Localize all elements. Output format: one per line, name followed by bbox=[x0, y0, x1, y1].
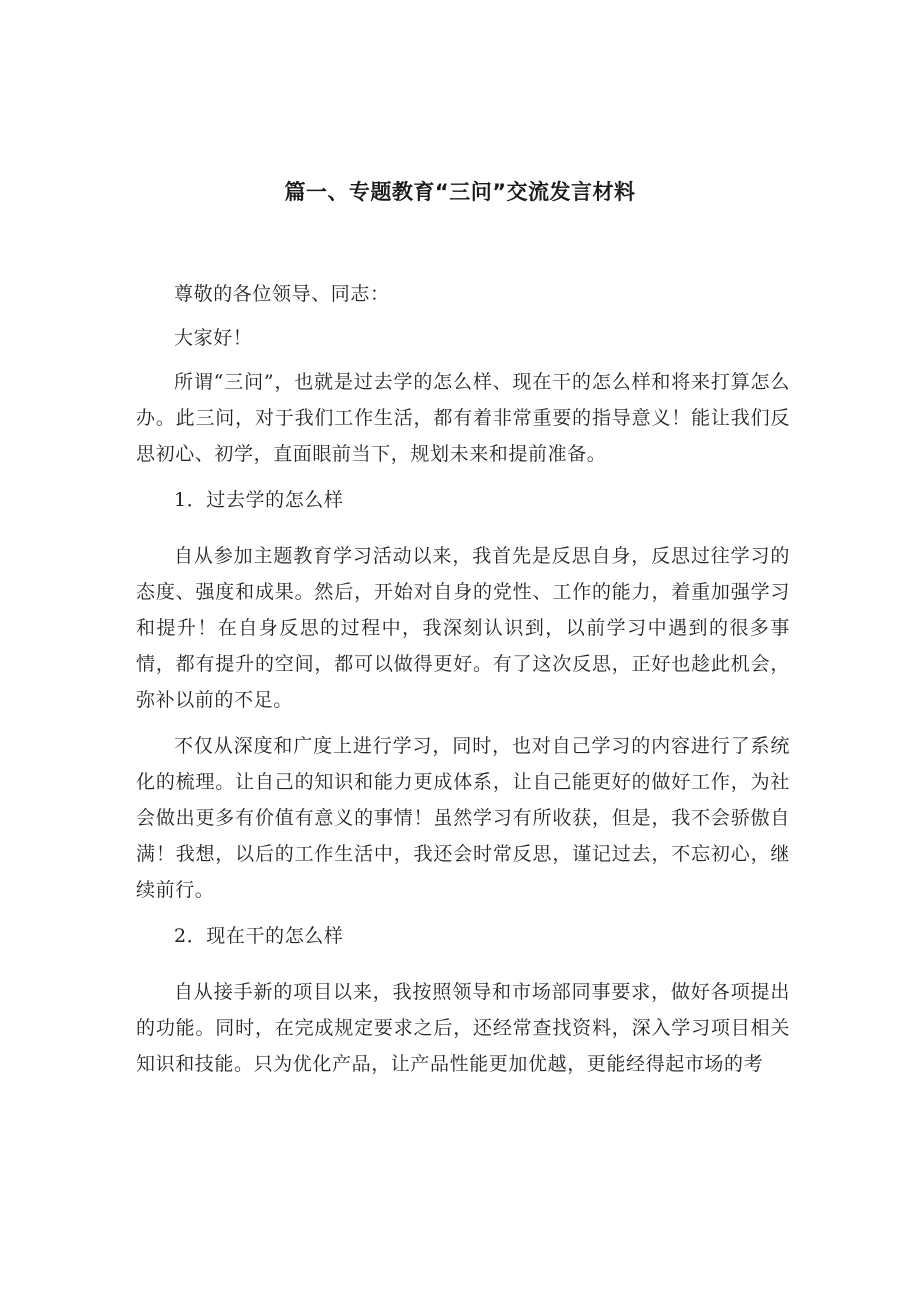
section-heading-2: 2．现在干的怎么样 bbox=[174, 925, 344, 947]
paragraph-3: 自从接手新的项目以来，我按照领导和市场部同事要求，做好各项提出的功能。同时，在完成规定要求之后，还经常查找资料，深入学习项目相关知识和技能。只为优化产品，让产品性能更加优越，更能经得起市场的考 bbox=[136, 981, 790, 1075]
paragraph-2: 不仅从深度和广度上进行学习，同时，也对自己学习的内容进行了系统化的梳理。让自己的知识和能力更成体系，让自己能更好的做好工作，为社会做出更多有价值有意义的事情！虽然学习有所收获，但是，我不会骄傲自满！我想，以后的工作生活中，我还会时常反思，谨记过去，不忘初心，继续前行。 bbox=[136, 735, 790, 901]
document-title: 篇一、专题教育“三问”交流发言材料 bbox=[284, 180, 636, 204]
greeting: 大家好！ bbox=[174, 327, 253, 349]
section-heading-1: 1．过去学的怎么样 bbox=[174, 489, 344, 511]
intro-paragraph: 所谓“三问”，也就是过去学的怎么样、现在干的怎么样和将来打算怎么办。此三问，对于我们工作生活，都有着非常重要的指导意义！能让我们反思初心、初学，直面眼前当下，规划未来和提前准备。 bbox=[136, 371, 790, 465]
paragraph-1: 自从参加主题教育学习活动以来，我首先是反思自身，反思过往学习的态度、强度和成果。然后，开始对自身的党性、工作的能力，着重加强学习和提升！在自身反思的过程中，我深刻认识到，以前学习中遇到的很多事情，都有提升的空间，都可以做得更好。有了这次反思，正好也趁此机会，弥补以前的不足。 bbox=[136, 545, 790, 711]
salutation: 尊敬的各位领导、同志： bbox=[174, 283, 390, 305]
document-body bbox=[136, 276, 790, 1092]
